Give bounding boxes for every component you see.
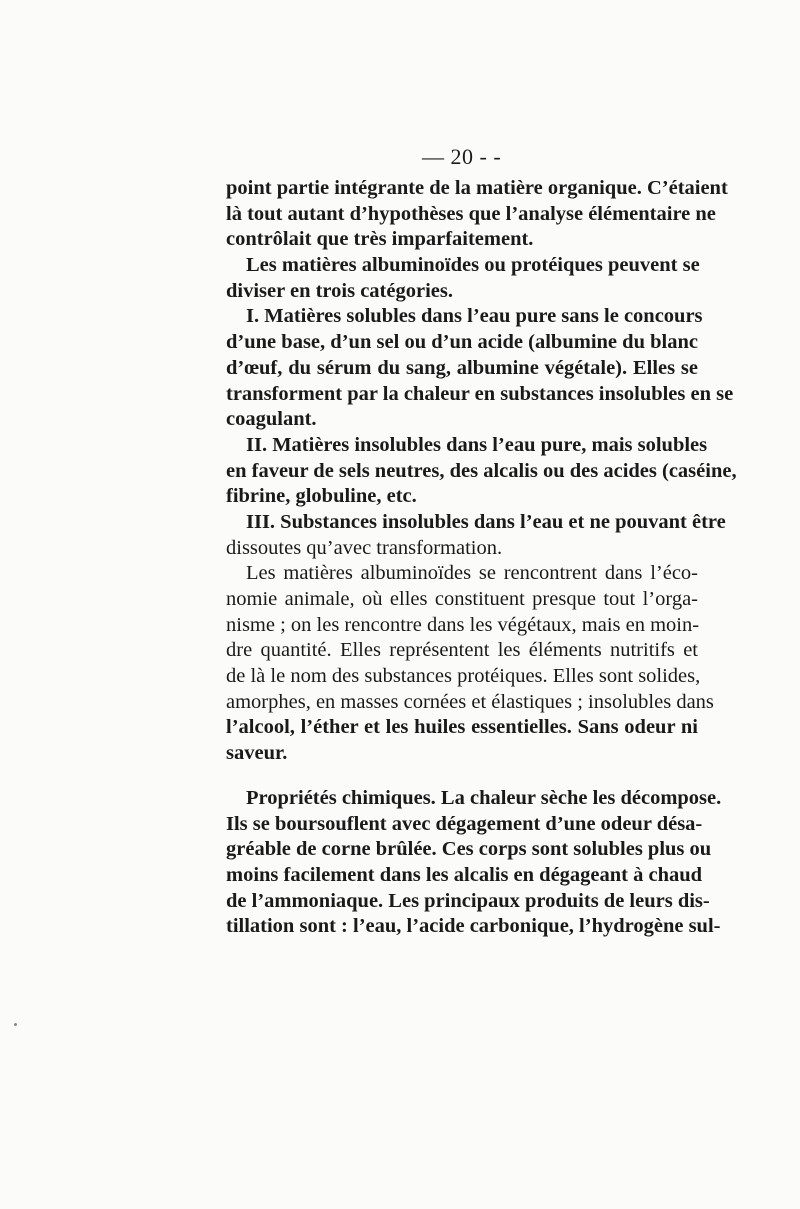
text-line: II. Matières insolubles dans l’eau pure, mais solubles <box>246 433 708 456</box>
paper-speck <box>14 1023 17 1026</box>
body-text-section-2 <box>226 786 722 940</box>
text-line: nisme ; on les rencontre dans les végétaux, mais en moin- <box>226 613 700 636</box>
text-line: d’œuf, du sérum du sang, albumine végétale). Elles se <box>226 356 698 379</box>
text-line: III. Substances insolubles dans l’eau et ne pouvant être <box>246 510 726 533</box>
text-line: de là le nom des substances protéiques. Elles sont solides, <box>226 665 701 688</box>
body-text-section-1 <box>226 176 737 767</box>
text-line: gréable de corne brûlée. Ces corps sont solubles plus ou <box>226 838 712 861</box>
text-line: l’alcool, l’éther et les huiles essentielles. Sans odeur ni <box>226 716 698 739</box>
text-line: diviser en trois catégories. <box>226 279 453 302</box>
text-line: point partie intégrante de la matière organique. C’étaient <box>226 177 728 199</box>
text-line: en faveur de sels neutres, des alcalis ou des acides (caséine, <box>226 459 737 482</box>
text-line: dissoutes qu’avec transformation. <box>226 536 503 559</box>
text-line: fibrine, globuline, etc. <box>226 485 417 508</box>
text-line: transforment par la chaleur en substances insolubles en se <box>226 382 734 405</box>
text-line: Propriétés chimiques. La chaleur sèche les décompose. <box>246 787 722 809</box>
text-line: Ils se boursouflent avec dégagement d’une odeur désa- <box>226 812 703 835</box>
text-line: Les matières albuminoïdes se rencontrent dans l’éco- <box>246 562 698 585</box>
text-line: là tout autant d’hypothèses que l’analyse élémentaire ne <box>226 202 716 225</box>
text-line: d’une base, d’un sel ou d’un acide (albumine du blanc <box>226 331 698 354</box>
text-line: dre quantité. Elles représentent les éléments nutritifs et <box>226 639 698 662</box>
text-line: amorphes, en masses cornées et élastiques ; insolubles dans <box>226 690 714 713</box>
text-line: de l’ammoniaque. Les principaux produits de leurs dis- <box>226 889 710 912</box>
text-line: I. Matières solubles dans l’eau pure sans le concours <box>246 305 703 328</box>
text-line: coagulant. <box>226 408 317 431</box>
text-line: moins facilement dans les alcalis en dégageant à chaud <box>226 864 703 887</box>
text-line: Les matières albuminoïdes ou protéiques peuvent se <box>246 254 700 277</box>
text-line: contrôlait que très imparfaitement. <box>226 228 534 251</box>
text-line: saveur. <box>226 742 288 765</box>
text-line: tillation sont : l’eau, l’acide carbonique, l’hydrogène sul- <box>226 915 721 938</box>
text-line: nomie animale, où elles constituent presque tout l’orga- <box>226 588 698 610</box>
page-number: — 20 - - <box>422 144 502 169</box>
